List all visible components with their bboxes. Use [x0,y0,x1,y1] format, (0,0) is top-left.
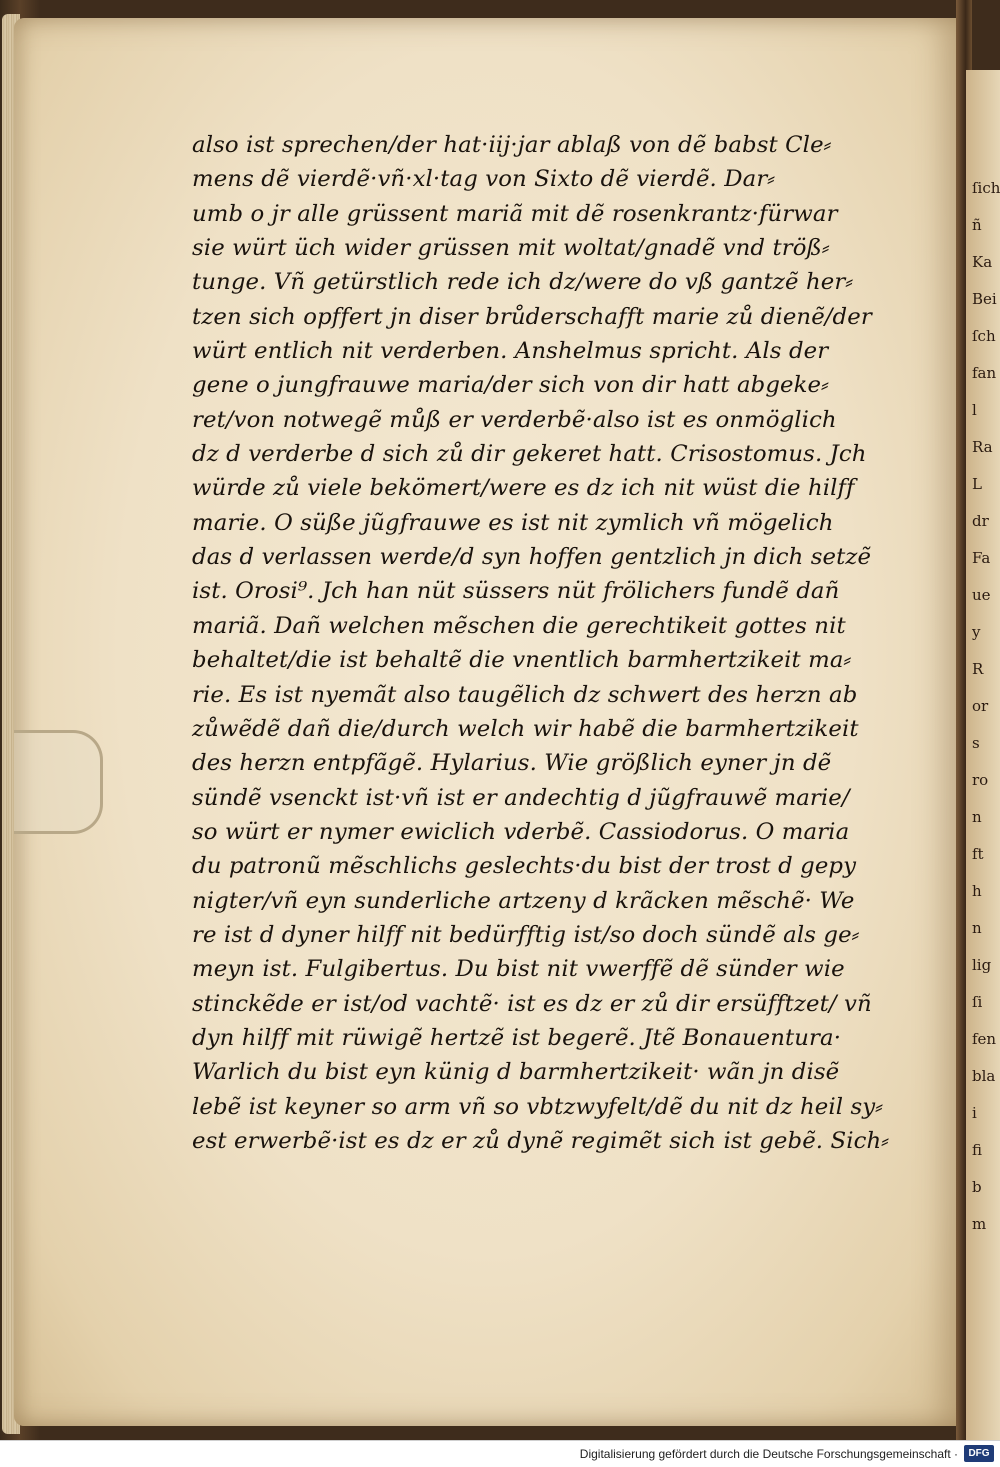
text-line: das d verlassen werde/d syn hoffen gentzlich jn dich setzẽ [192,544,872,571]
next-page-fragment: Fa [972,549,991,567]
text-line: re ist d dyner hilff nit bedürfftig ist/so doch sündẽ als ge⸗ [192,921,860,948]
next-page-fragment: m [972,1215,987,1233]
text-line: mariã. Dañ welchen mẽschen die gerechtikeit gottes nit [192,612,846,639]
next-page-fragment: b [972,1178,982,1196]
next-page-fragment: ſich [972,179,1000,197]
next-page-fragment: i [972,1104,977,1122]
next-page-fragment: lig [972,956,992,974]
next-page-fragment: fen [972,1030,997,1048]
dfg-logo-icon: DFG [964,1445,994,1462]
text-line: meyn ist. Fulgibertus. Du bist nit vwerffẽ dẽ sünder wie [192,956,845,983]
next-page-fragment: s [972,734,980,752]
text-line: würt entlich nit verderben. Anshelmus spricht. Als der [192,338,829,365]
text-line: Warlich du bist eyn künig d barmhertzikeit· wãn jn disẽ [192,1059,840,1086]
text-line: mens dẽ vierdẽ·vñ·xl·tag von Sixto dẽ vierdẽ. Dar⸗ [192,166,776,193]
text-line: ist. Orosi⁹. Jch han nüt süssers nüt frölichers fundẽ dañ [192,578,840,605]
next-page-fragment: ro [972,771,989,789]
text-line: lebẽ ist keyner so arm vñ so vbtzwyfelt/dẽ du nit dz heil sy⸗ [192,1093,883,1120]
next-page-fragment: ſi [972,993,983,1011]
next-page-text [972,170,1000,1243]
next-page-fragment: or [972,697,989,715]
text-line: umb o jr alle grüssent mariã mit dẽ rosenkrantz·fürwar [192,200,838,227]
next-page-fragment: y [972,623,981,641]
next-page-fragment: Ka [972,253,993,271]
text-line: des herzn entpfãgẽ. Hylarius. Wie größlich eyner jn dẽ [192,750,832,777]
next-page-fragment: ft [972,845,984,863]
text-line: dz d verderbe d sich zů dir gekeret hatt. Crisostomus. Jch [192,441,867,468]
text-line: est erwerbẽ·ist es dz er zů dynẽ regimẽt sich ist gebẽ. Sich⸗ [192,1127,889,1154]
text-line: sündẽ vsenckt ist·vñ ist er andechtig d jũgfrauwẽ marie/ [192,784,850,811]
next-page-fragment: n [972,919,982,937]
text-line: sie würt üch wider grüssen mit woltat/gnadẽ vnd tröß⸗ [192,235,830,262]
next-page-fragment: ñ [972,216,982,234]
next-page-edge [966,70,1000,1440]
page-clip [14,730,103,834]
next-page-fragment: ſch [972,327,996,345]
next-page-fragment: bla [972,1067,996,1085]
next-page-fragment: Bei [972,290,997,308]
text-line: nigter/vñ eyn sunderliche artzeny d krãcken mẽschẽ· We [192,887,855,914]
text-line: würde zů viele bekömert/were es dz ich nit wüst die hilff [192,475,855,502]
next-page-fragment: dr [972,512,989,530]
text-line: so würt er nymer ewiclich vderbẽ. Cassiodorus. O maria [192,818,850,845]
text-line: also ist sprechen/der hat·iij·jar ablaß von dẽ babst Cle⸗ [192,132,832,158]
text-line: stinckẽde er ist/od vachtẽ· ist es dz er zů dir ersüfftzet/ vñ [192,990,872,1017]
text-line: ret/von notwegẽ můß er verderbẽ·also ist es onmöglich [192,406,837,433]
text-line: dyn hilff mit rüwigẽ hertzẽ ist begerẽ. Jtẽ Bonauentura· [192,1024,842,1051]
next-page-fragment: R [972,660,984,678]
next-page-fragment: l [972,401,977,419]
page-text [192,128,904,1158]
text-line: tunge. Vñ getürstlich rede ich dz/were do vß gantzẽ her⸗ [192,269,854,296]
next-page-fragment: h [972,882,982,900]
next-page-fragment: ue [972,586,991,604]
next-page-fragment: fan [972,364,997,382]
next-page-fragment: fi [972,1141,983,1159]
next-page-fragment: L [972,475,982,493]
text-line: tzen sich opffert jn diser brůderschafft marie zů dienẽ/der [192,303,872,330]
next-page-fragment: Ra [972,438,993,456]
text-line: rie. Es ist nyemãt also taugẽlich dz schwert des herzn ab [192,681,858,708]
text-line: du patronũ mẽschlichs geslechts·du bist der trost d gepy [192,853,857,880]
text-line: behaltet/die ist behaltẽ die vnentlich barmhertzikeit ma⸗ [192,647,852,674]
footer-bar [0,1440,1000,1467]
text-line: zůwẽdẽ dañ die/durch welch wir habẽ die barmhertzikeit [192,715,859,742]
footer-credit: Digitalisierung gefördert durch die Deutsche Forschungsgemeinschaft · [579,1447,958,1461]
text-line: marie. O süße jũgfrauwe es ist nit zymlich vñ mögelich [192,509,834,536]
text-line: gene o jungfrauwe maria/der sich von dir hatt abgeke⸗ [192,372,829,399]
next-page-fragment: n [972,808,982,826]
